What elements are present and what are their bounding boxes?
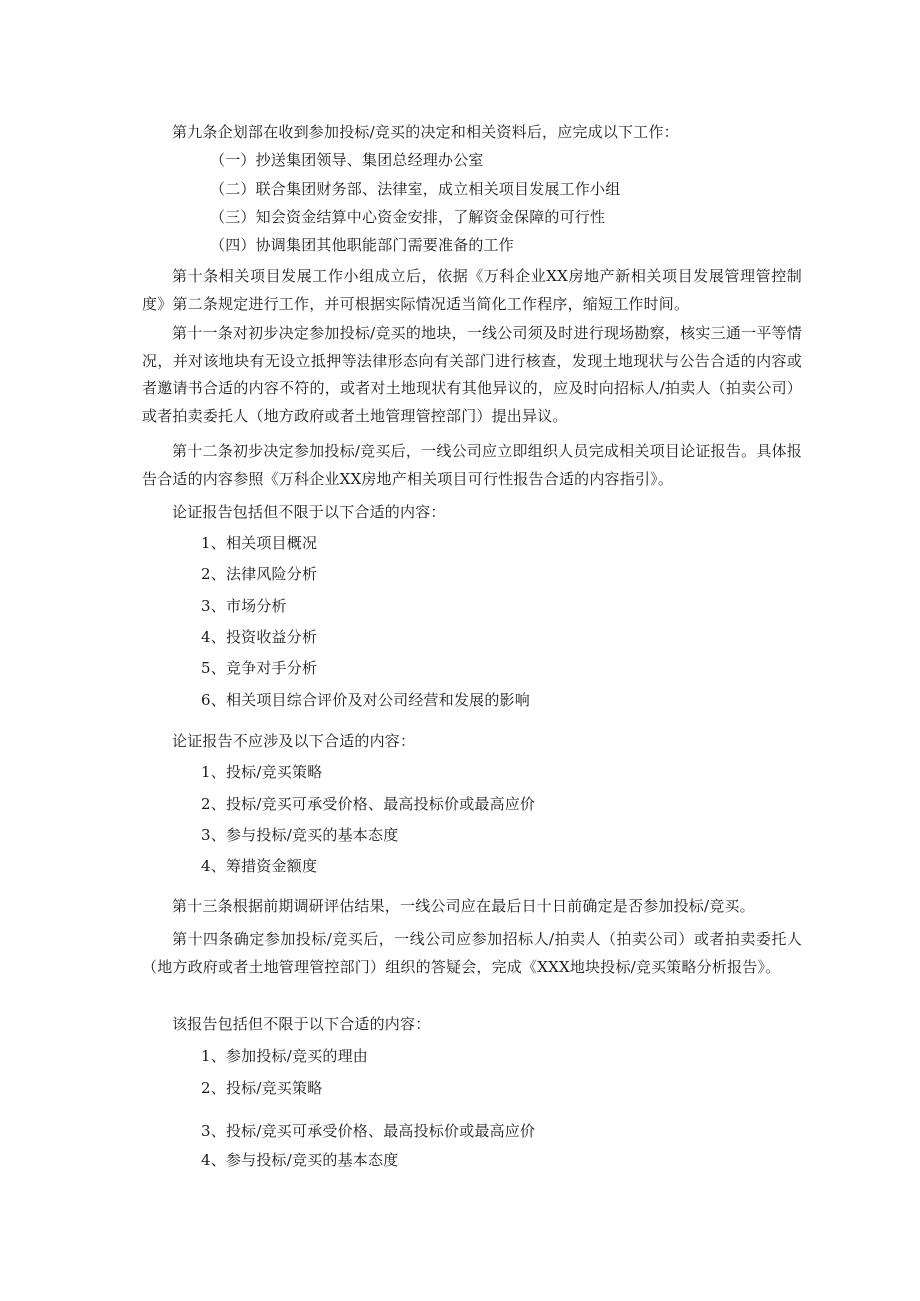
strategy-report-item: 2、投标/竞买策略 <box>201 1079 323 1097</box>
article-9-item: （四）协调集团其他职能部门需要准备的工作 <box>210 236 515 254</box>
report-excludes-item: 3、参与投标/竞买的基本态度 <box>201 826 399 844</box>
report-includes-item: 5、竞争对手分析 <box>201 659 318 677</box>
report-excludes-item: 2、投标/竞买可承受价格、最高投标价或最高应价 <box>201 795 536 813</box>
report-excludes-title: 论证报告不应涉及以下合适的内容： <box>172 732 416 750</box>
strategy-report-item: 1、参加投标/竞买的理由 <box>201 1047 368 1065</box>
article-14: 第十四条确定参加投标/竞买后，一线公司应参加招标人/拍卖人（拍卖公司）或者拍卖委托人（地方政府或者土地管理管控部门）组织的答疑会，完成《XXX地块投标/竞买策略分析报告》。 <box>142 930 802 976</box>
report-includes-item: 1、相关项目概况 <box>201 534 318 552</box>
article-10: 第十条相关项目发展工作小组成立后，依据《万科企业XX房地产新相关项目发展管理管控制度》第二条规定进行工作，并可根据实际情况适当简化工作程序，缩短工作时间。 <box>142 267 802 313</box>
report-includes-item: 3、市场分析 <box>201 597 287 615</box>
article-13: 第十三条根据前期调研评估结果，一线公司应在最后日十日前确定是否参加投标/竞买。 <box>172 897 755 915</box>
report-includes-item: 6、相关项目综合评价及对公司经营和发展的影响 <box>201 691 530 709</box>
article-9-item: （一）抄送集团领导、集团总经理办公室 <box>210 151 484 169</box>
report-includes-title: 论证报告包括但不限于以下合适的内容： <box>172 503 446 521</box>
article-11: 第十一条对初步决定参加投标/竞买的地块，一线公司须及时进行现场勘察，核实三通一平等情况，并对该地块有无设立抵押等法律形态向有关部门进行核查，发现土地现状与公告合适的内容或者邀请书合适的内容不符的，或者对土地现状有其他异议的，应及时向招标人/拍卖人（拍卖公司）或者拍卖委托人（地方政府或者土地管理管控部门）提出异议。 <box>142 324 802 425</box>
strategy-report-item: 3、投标/竞买可承受价格、最高投标价或最高应价 <box>201 1122 536 1140</box>
article-9-title: 第九条企划部在收到参加投标/竞买的决定和相关资料后，应完成以下工作： <box>172 123 679 141</box>
report-excludes-item: 1、投标/竞买策略 <box>201 763 323 781</box>
strategy-report-item: 4、参与投标/竞买的基本态度 <box>201 1151 399 1169</box>
strategy-report-title: 该报告包括但不限于以下合适的内容： <box>172 1015 431 1033</box>
report-includes-item: 4、投资收益分析 <box>201 628 318 646</box>
article-9-item: （二）联合集团财务部、法律室，成立相关项目发展工作小组 <box>210 180 621 198</box>
article-9-item: （三）知会资金结算中心资金安排，了解资金保障的可行性 <box>210 208 606 226</box>
report-includes-item: 2、法律风险分析 <box>201 565 318 583</box>
report-excludes-item: 4、筹措资金额度 <box>201 857 318 875</box>
article-12: 第十二条初步决定参加投标/竞买后，一线公司应立即组织人员完成相关项目论证报告。具体报告合适的内容参照《万科企业XX房地产相关项目可行性报告合适的内容指引》。 <box>142 442 802 488</box>
